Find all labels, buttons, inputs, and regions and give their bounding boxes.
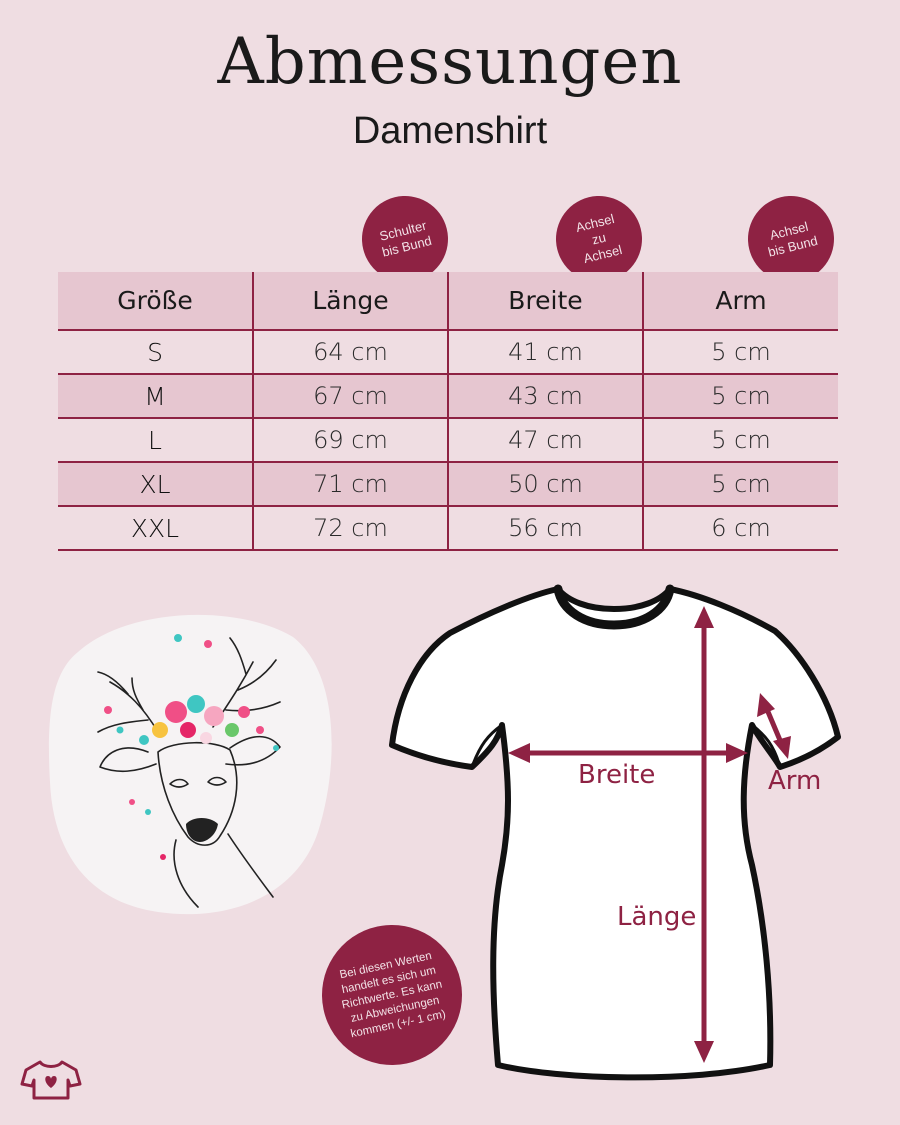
header-groesse: Größe bbox=[58, 272, 253, 330]
cell-breite: 56 cm bbox=[448, 506, 643, 550]
disclaimer-badge: Bei diesen Werten handelt es sich um Richtwerte. Es kann zu Abweichungen kommen (+/- 1 cm) bbox=[309, 912, 475, 1078]
cell-laenge: 71 cm bbox=[253, 462, 448, 506]
table-row bbox=[58, 462, 838, 506]
shirt-heart-logo-icon bbox=[20, 1058, 82, 1102]
cell-size: S bbox=[58, 330, 253, 374]
table-row bbox=[58, 506, 838, 550]
cell-arm: 5 cm bbox=[711, 426, 771, 454]
cell-arm: 5 cm bbox=[711, 470, 771, 498]
cell-size: XL bbox=[58, 462, 253, 506]
cell-laenge: 67 cm bbox=[253, 374, 448, 418]
table-header-row bbox=[58, 272, 838, 330]
cell-breite: 47 cm bbox=[448, 418, 643, 462]
cell-breite: 50 cm bbox=[448, 462, 643, 506]
page-title: Abmessungen bbox=[217, 25, 683, 99]
header-arm: Arm bbox=[715, 286, 767, 315]
cell-size: M bbox=[58, 374, 253, 418]
cell-arm: 6 cm bbox=[711, 514, 771, 542]
cell-laenge: 72 cm bbox=[253, 506, 448, 550]
cell-breite: 43 cm bbox=[448, 374, 643, 418]
cell-laenge: 64 cm bbox=[253, 330, 448, 374]
badge-breite-info: Achsel zu Achsel bbox=[547, 187, 651, 291]
cell-arm: 5 cm bbox=[711, 382, 771, 410]
floral-deer-illustration bbox=[48, 612, 333, 917]
label-arm: Arm bbox=[768, 766, 822, 796]
header-breite: Breite bbox=[448, 272, 643, 330]
label-laenge: Länge bbox=[617, 902, 697, 932]
table-row bbox=[58, 330, 838, 374]
cell-breite: 41 cm bbox=[448, 330, 643, 374]
cell-arm: 5 cm bbox=[711, 338, 771, 366]
badge-arm-info: Achsel bis Bund bbox=[739, 187, 843, 291]
header-laenge: Länge bbox=[253, 272, 448, 330]
cell-size: L bbox=[58, 418, 253, 462]
page-subtitle: Damenshirt bbox=[352, 110, 548, 152]
badge-laenge-info: Schulter bis Bund bbox=[353, 187, 457, 291]
cell-size: XXL bbox=[58, 506, 253, 550]
label-breite: Breite bbox=[578, 760, 656, 790]
cell-laenge: 69 cm bbox=[253, 418, 448, 462]
size-table bbox=[58, 272, 838, 551]
table-row bbox=[58, 418, 838, 462]
table-row bbox=[58, 374, 838, 418]
